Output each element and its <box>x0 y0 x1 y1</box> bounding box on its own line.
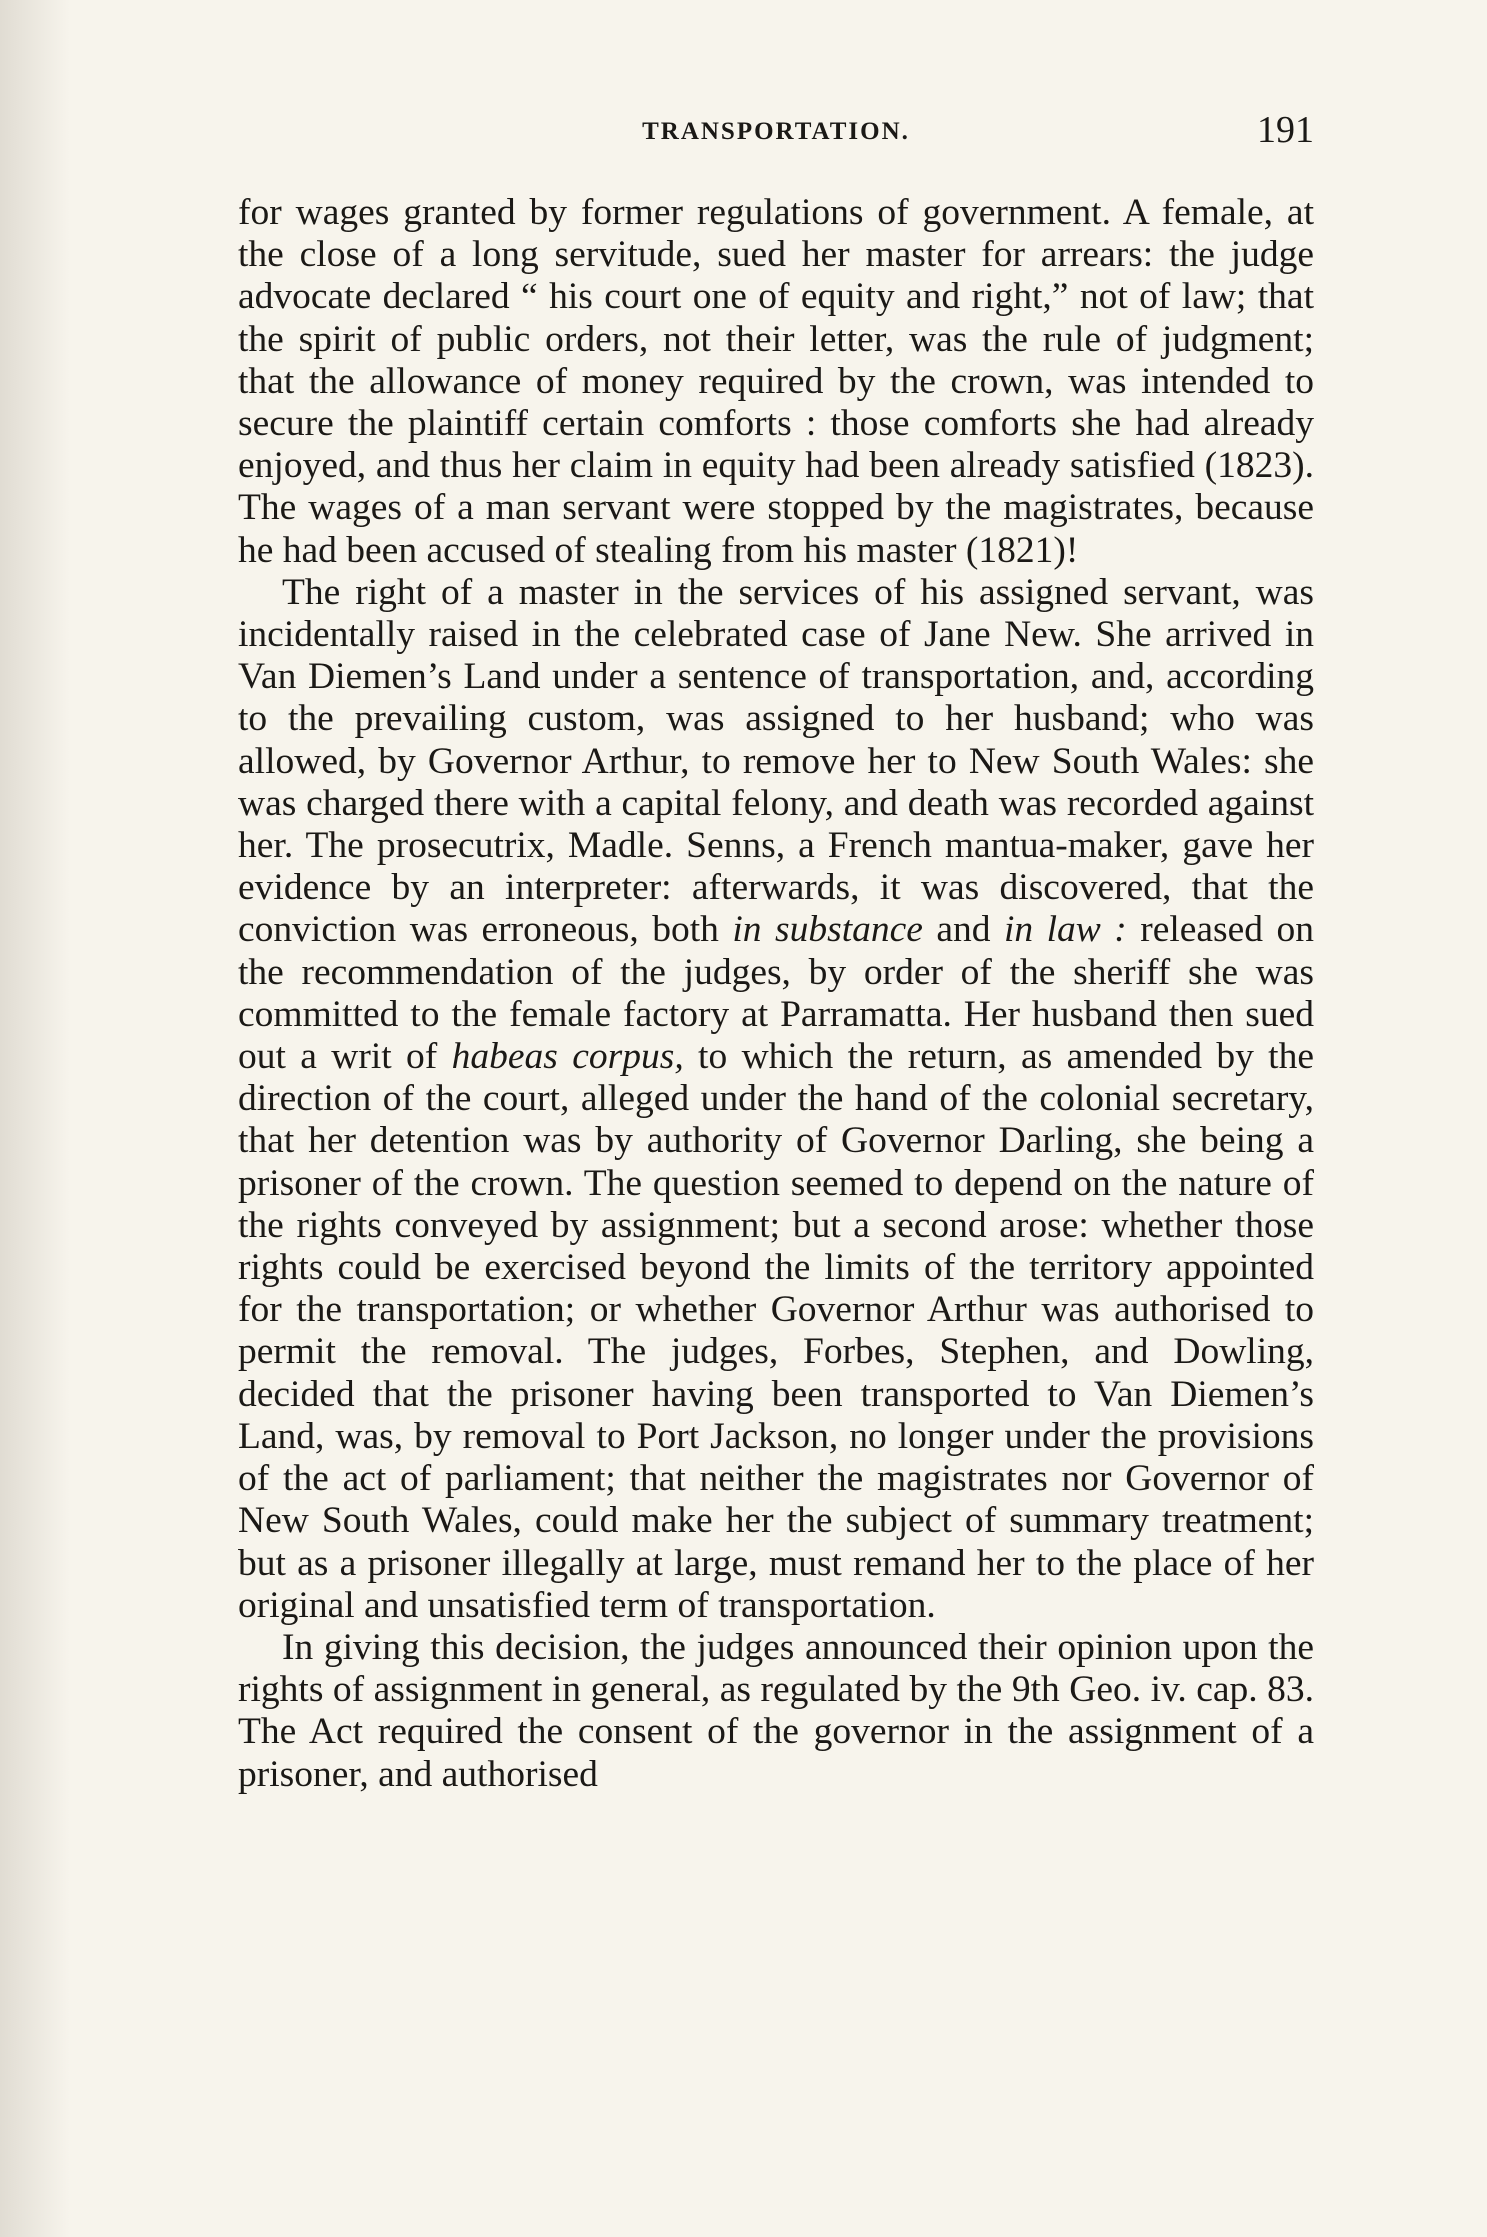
paragraph-text: released on the recommendation of the judges, by order of the sheriff she was committed to the female factory at Parramatta. Her husband then sued out a writ of <box>238 909 1315 1078</box>
page-number: 191 <box>1257 109 1314 151</box>
paragraph-text: and <box>922 909 1004 951</box>
italic-phrase: in law : <box>1003 909 1127 951</box>
page-gutter-shadow <box>0 0 70 2237</box>
running-title: TRANSPORTATION. <box>642 118 910 145</box>
paragraph-text: to which the return, as amended by the direction of the court, alleged under the hand of the colonial secretary, that her detention was by authority of Governor Darling, she being a prisoner of the crown. The question seemed to depend on the nature of the rights conveyed by assignment; but a second arose: whether those rights could be exercised beyond the limits of the territory appointed for the transportation; or whether Governor Arthur was authorised to permit the removal. The judges, Forbes, Stephen, and Dowling, decided that the prisoner having been transported to Van Diemen’s Land, was, by removal to Port Jackson, no longer under the provisions of the act of parliament; that neither the magistrates nor Governor of New South Wales, could make her the subject of summary treatment; but as a prisoner illegally at large, must remand her to the place of her original and unsatisfied term of transportation. <box>238 1036 1314 1626</box>
paragraph-continuation: for wages granted by former regulations of government. A female, at the close of a long servitude, sued her master for arrears: the judge advocate declared “ his court one of equity and right,” not of law; that the spirit of public orders, not their letter, was the rule of judgment; that the allowance of money required by the crown, was intended to secure the plaintiff certain comforts : those comforts she had already enjoyed, and thus her claim in equity had been already satisfied (1823). The wages of a man servant were stopped by the magistrates, because he had been accused of stealing from his master (1821)! <box>238 192 1314 571</box>
page-header <box>238 108 1314 168</box>
paragraph-assignment-rights: In giving this decision, the judges announced their opinion upon the rights of assignment in general, as regulated by the 9th Geo. iv. cap. 83. The Act required the consent of the governor in the assignment of a prisoner, and authorised <box>238 1626 1314 1795</box>
body-text <box>238 192 1314 1796</box>
paragraph-jane-new-case <box>238 572 1314 1627</box>
paragraph-text: The right of a master in the services of his assigned servant, was incidentally raised in the celebrated case of Jane New. She arrived in Van Diemen’s Land under a sentence of transportation, and, according to the prevailing custom, was assigned to her husband; who was allowed, by Governor Arthur, to remove her to New South Wales: she was charged there with a capital felony, and death was recorded against her. The prosecutrix, Madle. Senns, a French mantua-maker, gave her evidence by an interpreter: afterwards, it was discovered, that the conviction was erroneous, both <box>238 571 1314 951</box>
italic-phrase: habeas corpus, <box>451 1036 684 1078</box>
italic-phrase: in substance <box>732 909 923 951</box>
